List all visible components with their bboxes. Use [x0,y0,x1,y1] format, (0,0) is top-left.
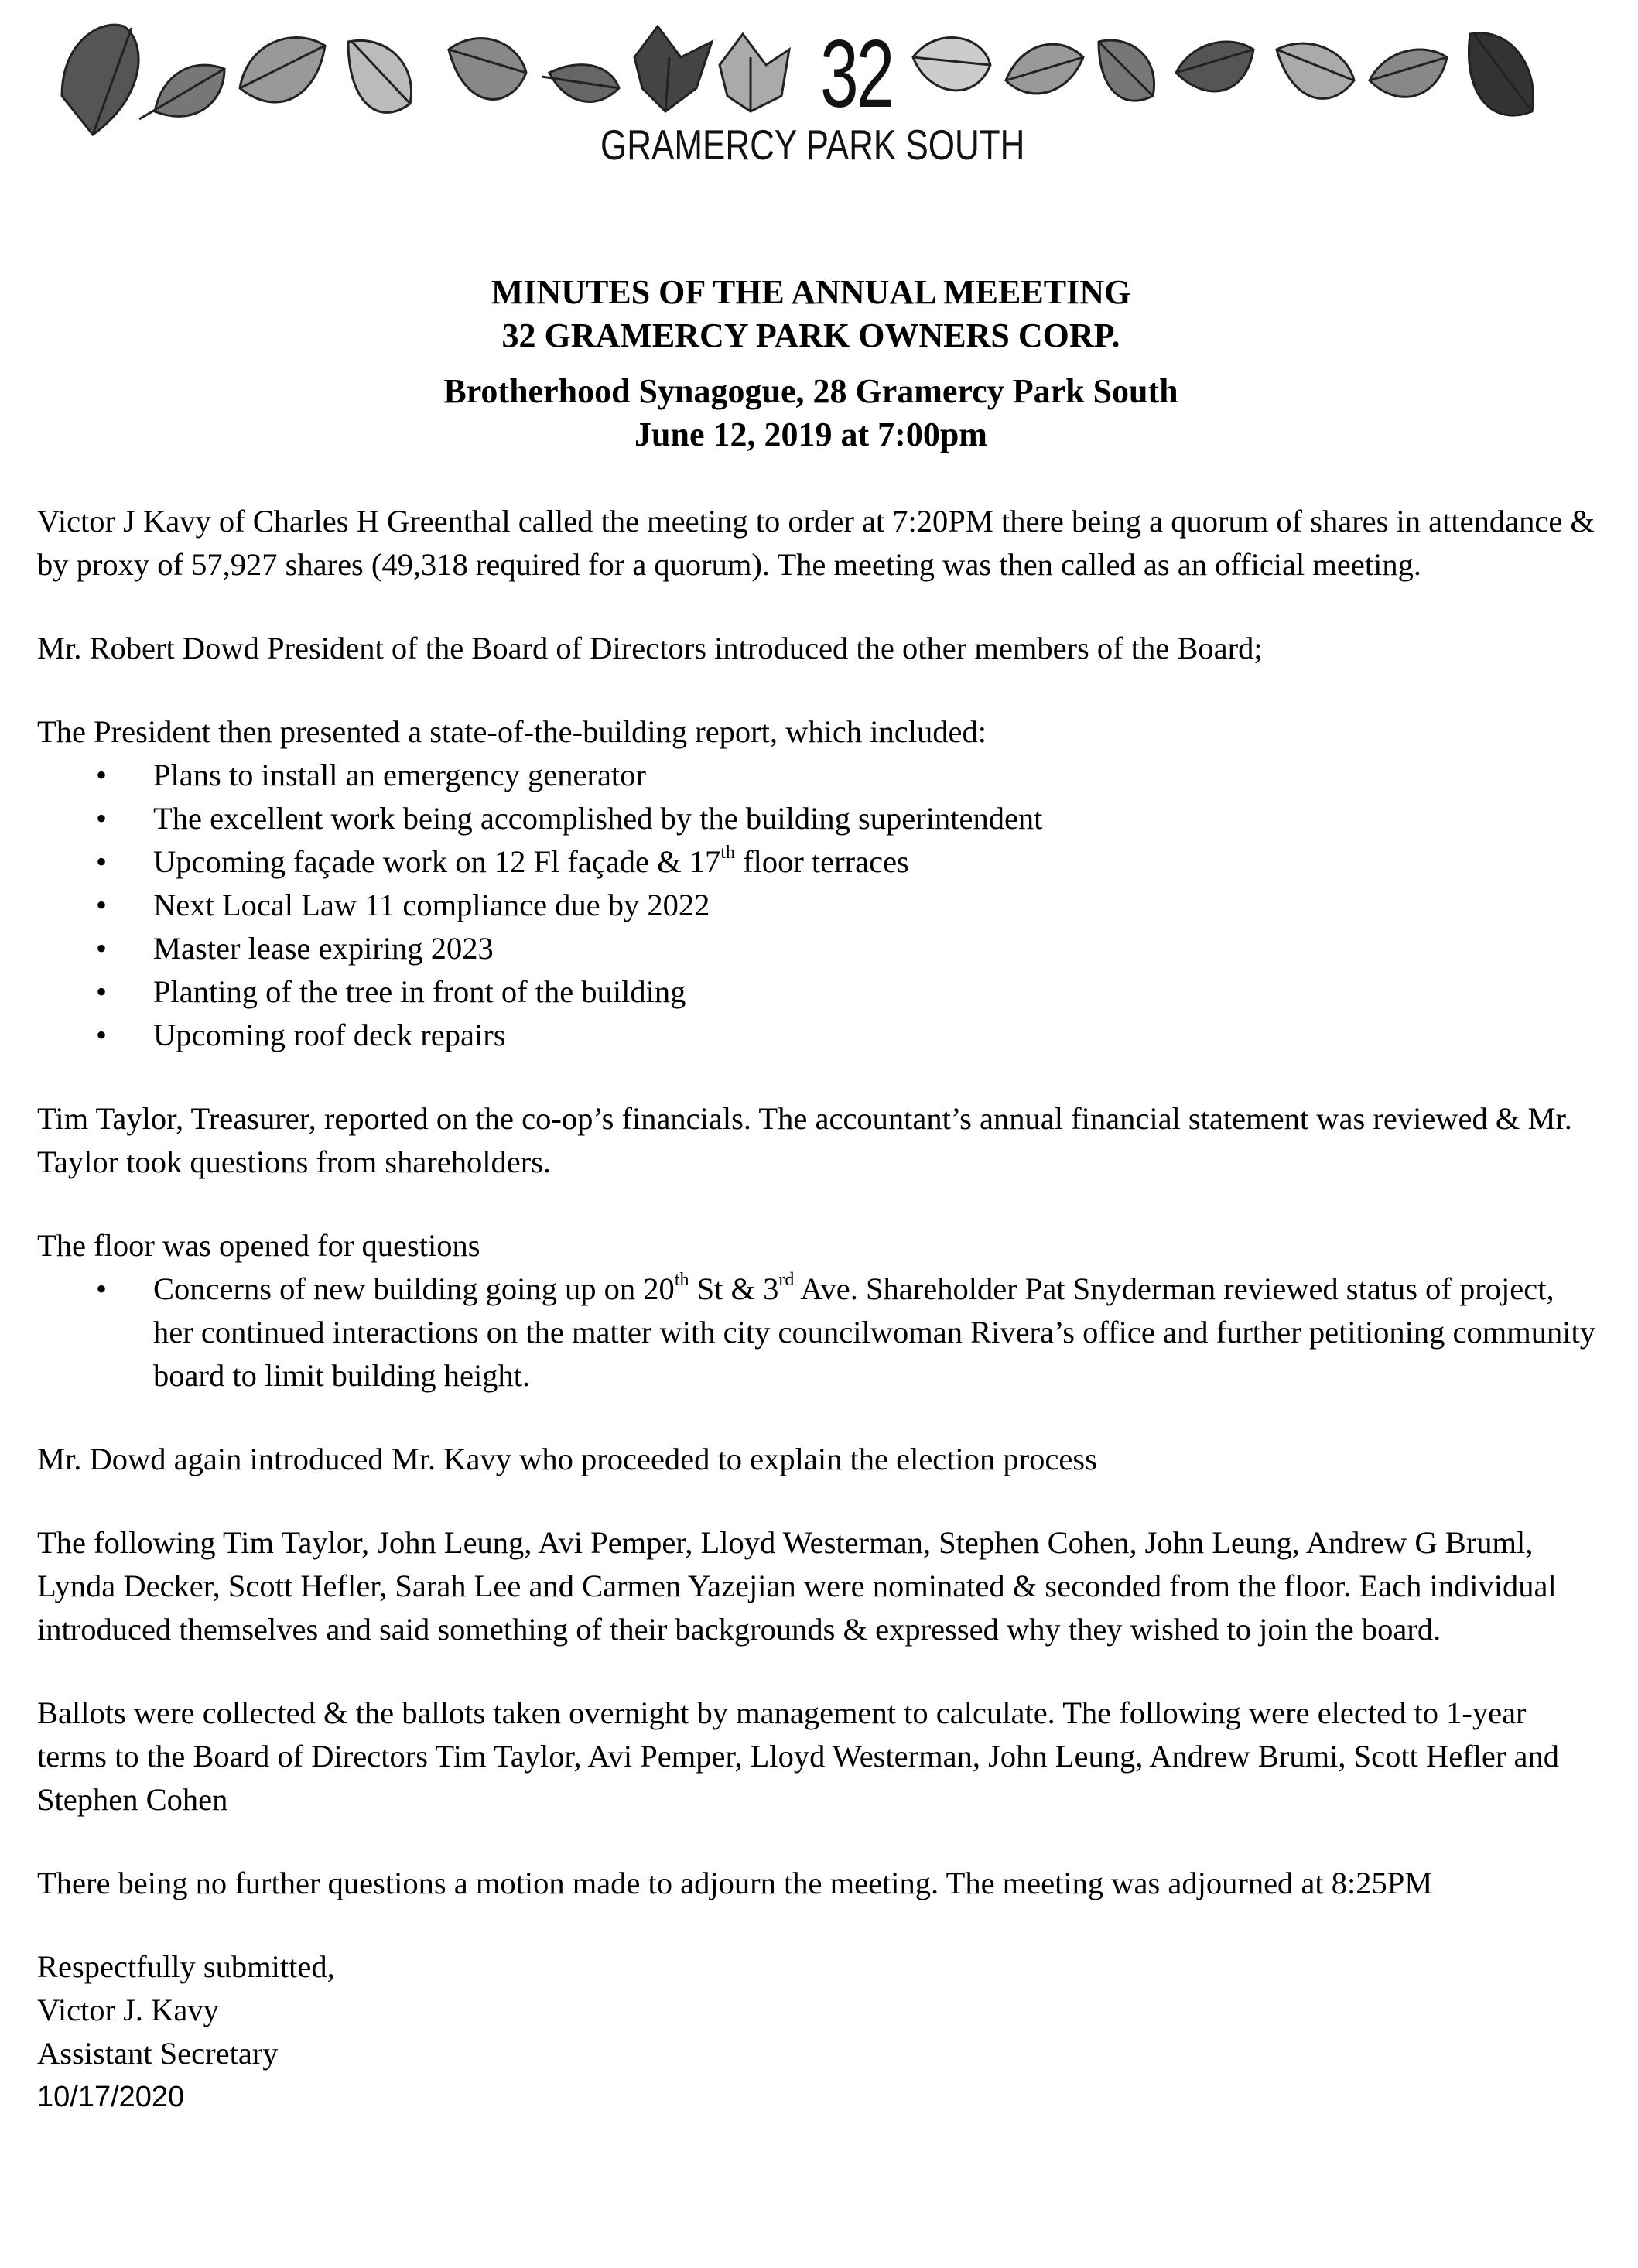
leaf-icon [913,38,990,91]
bullet-icon: • [96,758,108,792]
report-section [37,710,1600,1057]
leaf-icon [1370,50,1447,97]
leaf-icon [139,65,224,119]
questions-list [37,1267,1600,1397]
list-item: • The excellent work being accomplished by the building superintendent [37,797,1600,840]
bullet-icon: • [96,801,108,836]
bullet-icon: • [96,974,108,1009]
heading-corporation: 32 GRAMERCY PARK OWNERS CORP. [501,316,1120,354]
leaf-icon [1099,40,1154,101]
leaf-icon [720,34,789,111]
list-item: • Planting of the tree in front of the building [37,970,1600,1014]
paragraph-election-process: Mr. Dowd again introduced Mr. Kavy who proceeded to explain the election process [37,1442,1097,1476]
signature-block [37,1945,1600,2119]
logo-number: 32 [820,21,893,128]
paragraph-election-results: Ballots were collected & the ballots taken overnight by management to calculate. The following were elected to 1-year terms to the Board of Directors Tim Taylor, Avi Pemper, Lloyd Westerman, John Leung, Andrew Brumi, Scott Hefler and Stephen Cohen [37,1695,1559,1817]
report-list [37,754,1600,1057]
document-body [37,271,1600,2119]
leaf-icon [240,37,325,102]
list-item: • Upcoming roof deck repairs [37,1014,1600,1057]
list-item: • Plans to install an emergency generator [37,754,1600,797]
bullet-icon: • [96,844,108,879]
paragraph-questions-intro: The floor was opened for questions [37,1228,480,1263]
leaf-icon [449,39,526,100]
leaf-icon [1176,42,1253,91]
list-item: • Next Local Law 11 compliance due by 2022 [37,884,1600,927]
leaf-icon [62,25,138,135]
paragraph-treasurer: Tim Taylor, Treasurer, reported on the co-op’s financials. The accountant’s annual financial statement was reviewed & Mr. Taylor took questions from shareholders. [37,1101,1572,1179]
questions-section [37,1224,1600,1397]
document-heading [22,271,1600,457]
bullet-icon: • [96,1271,108,1306]
paragraph-call-to-order: Victor J Kavy of Charles H Greenthal called the meeting to order at 7:20PM there being a quorum of shares in attendance & by proxy of 57,927 shares (49,318 required for a quorum). The meeting was then called as an official meeting. [37,504,1595,582]
signature-title: Assistant Secretary [37,2036,279,2071]
letterhead [46,11,1555,169]
leaf-icon [1277,43,1354,98]
heading-location: Brotherhood Synagogue, 28 Gramercy Park South [443,372,1178,410]
leaf-icon [634,26,712,111]
list-item: • Upcoming façade work on 12 Fl façade & 17th floor terraces [37,840,1600,884]
list-item: • Concerns of new building going up on 20th St & 3rd Ave. Shareholder Pat Snyderman reviewed status of project, her continued interactions on the matter with city councilwoman Rivera’s office and further petitioning community board to limit building height. [37,1267,1600,1397]
leaf-icon [542,65,619,102]
paragraph-adjournment: There being no further questions a motion made to adjourn the meeting. The meeting was adjourned at 8:25PM [37,1866,1433,1900]
logo-building-name: GRAMERCY PARK SOUTH [600,121,1025,169]
heading-date: June 12, 2019 at 7:00pm [634,416,987,453]
signature-name: Victor J. Kavy [37,1993,219,2027]
list-item: • Master lease expiring 2023 [37,927,1600,970]
signature-closing: Respectfully submitted, [37,1949,335,1984]
leaf-icon [1006,44,1083,94]
leaf-icon [348,40,412,112]
bullet-icon: • [96,1018,108,1052]
bullet-icon: • [96,931,108,966]
paragraph-introductions: Mr. Robert Dowd President of the Board of Directors introduced the other members of the Board; [37,631,1263,665]
paragraph-report-intro: The President then presented a state-of-the-building report, which included: [37,714,987,749]
paragraph-nominations: The following Tim Taylor, John Leung, Avi Pemper, Lloyd Westerman, Stephen Cohen, John Leung, Andrew G Bruml, Lynda Decker, Scott Hefler, Sarah Lee and Carmen Yazejian were nominated & seconded from the floor. Each individual introduced themselves and said something of their backgrounds & expressed why they wished to join the board. [37,1525,1557,1647]
bullet-icon: • [96,888,108,922]
signature-date: 10/17/2020 [37,2081,185,2113]
heading-title: MINUTES OF THE ANNUAL MEEETING [491,273,1131,311]
leaf-icon [1469,33,1533,115]
